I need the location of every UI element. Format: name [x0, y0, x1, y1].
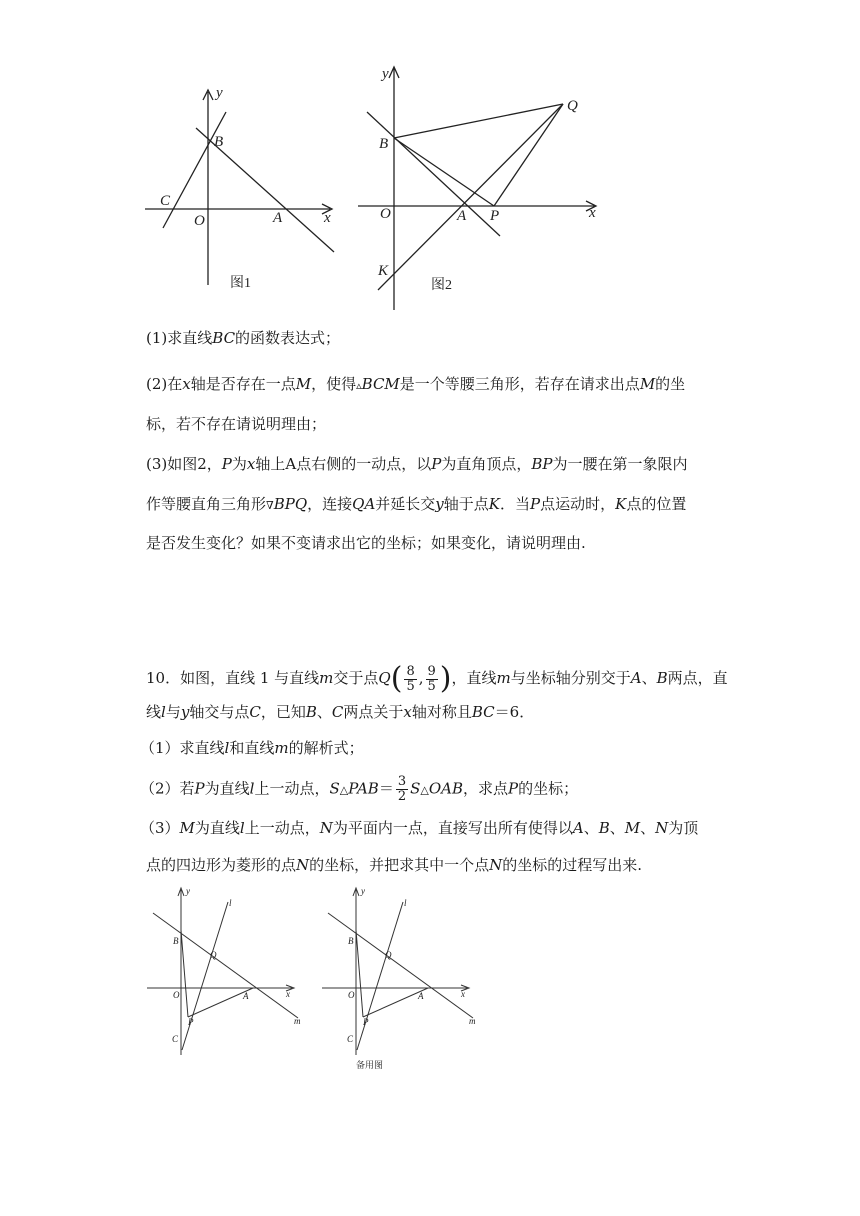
- label-B: B: [379, 136, 389, 152]
- p10-q3-line2: [146, 855, 642, 875]
- text: 轴是否存在一点: [190, 375, 296, 393]
- text: 与坐标轴分别交于: [510, 669, 631, 687]
- label-y: y: [361, 886, 365, 896]
- figure-2-svg: [355, 60, 605, 315]
- triangle-symbol: △: [339, 783, 349, 797]
- paren-left: (: [390, 661, 403, 696]
- figure-10a: [140, 880, 310, 1060]
- text: 为一腰在第一象限内: [552, 455, 688, 473]
- var-p: P: [194, 779, 205, 798]
- var-m: M: [179, 819, 195, 837]
- paren-right: ): [439, 661, 452, 696]
- text: 和直线: [229, 739, 275, 757]
- triangle-symbol: ∇: [266, 499, 274, 512]
- text: 、: [640, 819, 656, 837]
- fraction-8-5: [404, 665, 416, 694]
- text: 上一动点，: [254, 779, 330, 798]
- comma: ,: [418, 669, 424, 687]
- label-x: x: [461, 989, 465, 999]
- var-b: B: [598, 819, 610, 837]
- p9-q3-line1: [146, 454, 687, 474]
- var-s: S: [410, 779, 421, 798]
- text: 、: [609, 819, 625, 837]
- label-Q: Q: [385, 950, 392, 960]
- text: 为顶: [668, 819, 699, 837]
- var-bcm: BCM: [361, 375, 400, 393]
- line-m: [328, 913, 473, 1018]
- text: 为: [231, 455, 247, 473]
- p10-q3-line1: [140, 818, 698, 838]
- text: 线: [146, 703, 162, 721]
- text: 为直线: [194, 819, 240, 837]
- label-O: O: [380, 206, 391, 222]
- text: 10．如图，直线 1 与直线: [146, 669, 320, 687]
- text: 为直线: [204, 779, 250, 798]
- segment-bp: [394, 138, 494, 206]
- var-bp: BP: [531, 455, 553, 473]
- text: 轴对称且: [411, 703, 472, 721]
- var-x: x: [182, 375, 191, 393]
- text: 两点关于: [343, 703, 404, 721]
- text: ，连接: [307, 495, 353, 513]
- var-m: M: [624, 819, 641, 837]
- denominator: 5: [427, 678, 436, 694]
- label-A: A: [273, 210, 283, 226]
- text: 点运动时，: [540, 495, 616, 513]
- label-A: A: [457, 208, 467, 224]
- text: 轴于点: [443, 495, 489, 513]
- fraction-3-2: [396, 775, 408, 804]
- text: 与: [165, 703, 181, 721]
- label-y: y: [186, 886, 190, 896]
- label-x: x: [589, 205, 596, 221]
- var-qa: QA: [352, 495, 376, 513]
- text: ，已知: [260, 703, 306, 721]
- label-A: A: [418, 991, 424, 1001]
- figure-1-svg: [140, 80, 350, 300]
- label-y: y: [382, 66, 389, 82]
- text: （2）若: [140, 779, 195, 798]
- line-bc: [163, 112, 226, 228]
- label-l: l: [404, 898, 407, 908]
- text: 的函数表达式；: [235, 329, 341, 347]
- label-C: C: [347, 1034, 354, 1044]
- var-b: B: [656, 669, 668, 687]
- numerator: 8: [406, 663, 415, 679]
- label-C: C: [160, 193, 171, 209]
- label-B: B: [214, 134, 224, 150]
- var-c: C: [331, 703, 344, 721]
- var-m: m: [319, 669, 334, 687]
- label-B: B: [173, 936, 179, 946]
- var-s: S: [329, 779, 340, 798]
- numerator: 9: [427, 663, 436, 679]
- label-l: l: [229, 898, 232, 908]
- var-b: B: [305, 703, 317, 721]
- var-a: A: [630, 669, 642, 687]
- text: ＝6．: [494, 703, 535, 721]
- var-p: P: [431, 455, 442, 473]
- text: （3）: [140, 819, 180, 837]
- label-P: P: [188, 1017, 194, 1027]
- var-m: m: [274, 739, 289, 757]
- text: 轴上A点右侧的一动点，以: [255, 455, 432, 473]
- var-p: P: [508, 779, 519, 798]
- label-C: C: [172, 1034, 179, 1044]
- line-qk: [378, 104, 563, 290]
- text: 在: [167, 375, 183, 393]
- var-bc: BC: [471, 703, 495, 721]
- label-Q: Q: [567, 98, 578, 114]
- var-pab: PAB: [348, 779, 379, 798]
- label-y: y: [216, 85, 223, 101]
- equals: ＝: [378, 779, 394, 798]
- var-bc: BC: [212, 329, 236, 347]
- var-n: N: [296, 856, 310, 874]
- label-A: A: [243, 991, 249, 1001]
- var-y: y: [180, 703, 190, 721]
- triangle-symbol: △: [420, 783, 429, 797]
- var-p: P: [530, 495, 541, 513]
- label-x: x: [324, 210, 331, 226]
- var-bpq: BPQ: [273, 495, 308, 513]
- var-p: P: [221, 455, 232, 473]
- segment-pq: [494, 104, 563, 206]
- caption-fig2: 图2: [431, 278, 452, 293]
- text: 求直线: [167, 329, 213, 347]
- text: 的坐标；: [518, 779, 579, 798]
- line-m: [153, 913, 298, 1018]
- var-x: x: [246, 455, 256, 473]
- var-k: K: [488, 495, 501, 513]
- var-m: M: [295, 375, 312, 393]
- text: 、: [316, 703, 332, 721]
- caption-backup-figure: 备用图: [356, 1060, 384, 1070]
- denominator: 5: [406, 678, 415, 694]
- label-O: O: [194, 213, 205, 229]
- label-m: m: [469, 1016, 476, 1026]
- var-n: N: [489, 856, 503, 874]
- text: 为平面内一点，直接写出所有使得以: [332, 819, 573, 837]
- var-c: C: [249, 703, 261, 721]
- text: ，直线: [451, 669, 497, 687]
- p10-line1: [146, 661, 728, 696]
- numerator: 3: [397, 774, 407, 789]
- text: 轴交与点: [189, 703, 250, 721]
- var-y: y: [435, 495, 444, 513]
- label-m: m: [294, 1016, 301, 1026]
- p9-q2-line2: 标，若不存在请说明理由；: [146, 415, 327, 433]
- label-B: B: [348, 936, 354, 946]
- figure-10a-svg: [140, 880, 310, 1060]
- var-l: l: [224, 739, 230, 757]
- figure-1: [140, 80, 350, 300]
- var-l: l: [161, 703, 166, 721]
- p10-q1: [140, 738, 364, 758]
- text: （1）求直线: [140, 739, 225, 757]
- p9-q3-line2: [146, 494, 686, 516]
- text: 是一个等腰三角形，若存在请求出点: [399, 375, 640, 393]
- text: 点的位置: [626, 495, 687, 513]
- text: 的解析式；: [288, 739, 364, 757]
- var-l: l: [239, 819, 245, 837]
- var-a: A: [572, 819, 584, 837]
- caption-fig1: 图1: [230, 276, 251, 291]
- var-n: N: [319, 819, 333, 837]
- text: 如图2，: [167, 455, 222, 473]
- denominator: 2: [397, 789, 407, 804]
- segment-bp: [181, 930, 188, 1017]
- line-l: [357, 902, 403, 1050]
- var-m: m: [496, 669, 511, 687]
- var-m: M: [639, 375, 656, 393]
- line-l: [182, 902, 228, 1050]
- label-K: K: [378, 263, 389, 279]
- p9-q3-number: (3): [146, 455, 168, 473]
- figure-10b-svg: [315, 880, 485, 1075]
- label-P: P: [363, 1017, 369, 1027]
- text: 作等腰直角三角形: [146, 495, 267, 513]
- fraction-9-5: [426, 665, 438, 694]
- p10-line2: [146, 702, 534, 722]
- figure-10b: [315, 880, 485, 1075]
- label-P: P: [490, 208, 500, 224]
- text: 为直角顶点，: [441, 455, 532, 473]
- p10-q2: [140, 775, 578, 804]
- text: 两点，直: [667, 669, 728, 687]
- text: 的坐标，并把求其中一个点: [309, 856, 490, 874]
- text: 、: [583, 819, 599, 837]
- p9-q1-number: (1): [146, 329, 168, 347]
- label-O: O: [348, 990, 355, 1000]
- text: 并延长交: [375, 495, 436, 513]
- text: ，使得: [311, 375, 357, 393]
- p9-q3-line3: 是否发生变化？如果不变请求出它的坐标；如果变化，请说明理由.: [146, 534, 586, 552]
- label-x: x: [286, 989, 290, 999]
- triangle-symbol: ▵: [356, 379, 362, 392]
- text: 、: [641, 669, 657, 687]
- var-k: K: [615, 495, 627, 513]
- text: 的坐: [655, 375, 686, 393]
- p9-q1: [146, 328, 340, 348]
- segment-bp: [356, 930, 363, 1017]
- figure-2: [355, 60, 605, 315]
- label-Q: Q: [210, 950, 217, 960]
- var-q: Q: [378, 669, 391, 687]
- text: 交于点: [333, 669, 379, 687]
- text: 上一动点，: [244, 819, 320, 837]
- p9-q2-line1: [146, 374, 685, 396]
- text: 点的四边形为菱形的点: [146, 856, 297, 874]
- text: ，求点: [463, 779, 509, 798]
- text: ．当: [500, 495, 531, 513]
- var-x: x: [403, 703, 412, 721]
- var-n: N: [655, 819, 669, 837]
- p9-q2-number: (2): [146, 375, 168, 393]
- segment-bq: [394, 104, 563, 138]
- var-l: l: [249, 779, 255, 798]
- text: 的坐标的过程写出来.: [502, 856, 643, 874]
- label-O: O: [173, 990, 180, 1000]
- var-oab: OAB: [428, 779, 464, 798]
